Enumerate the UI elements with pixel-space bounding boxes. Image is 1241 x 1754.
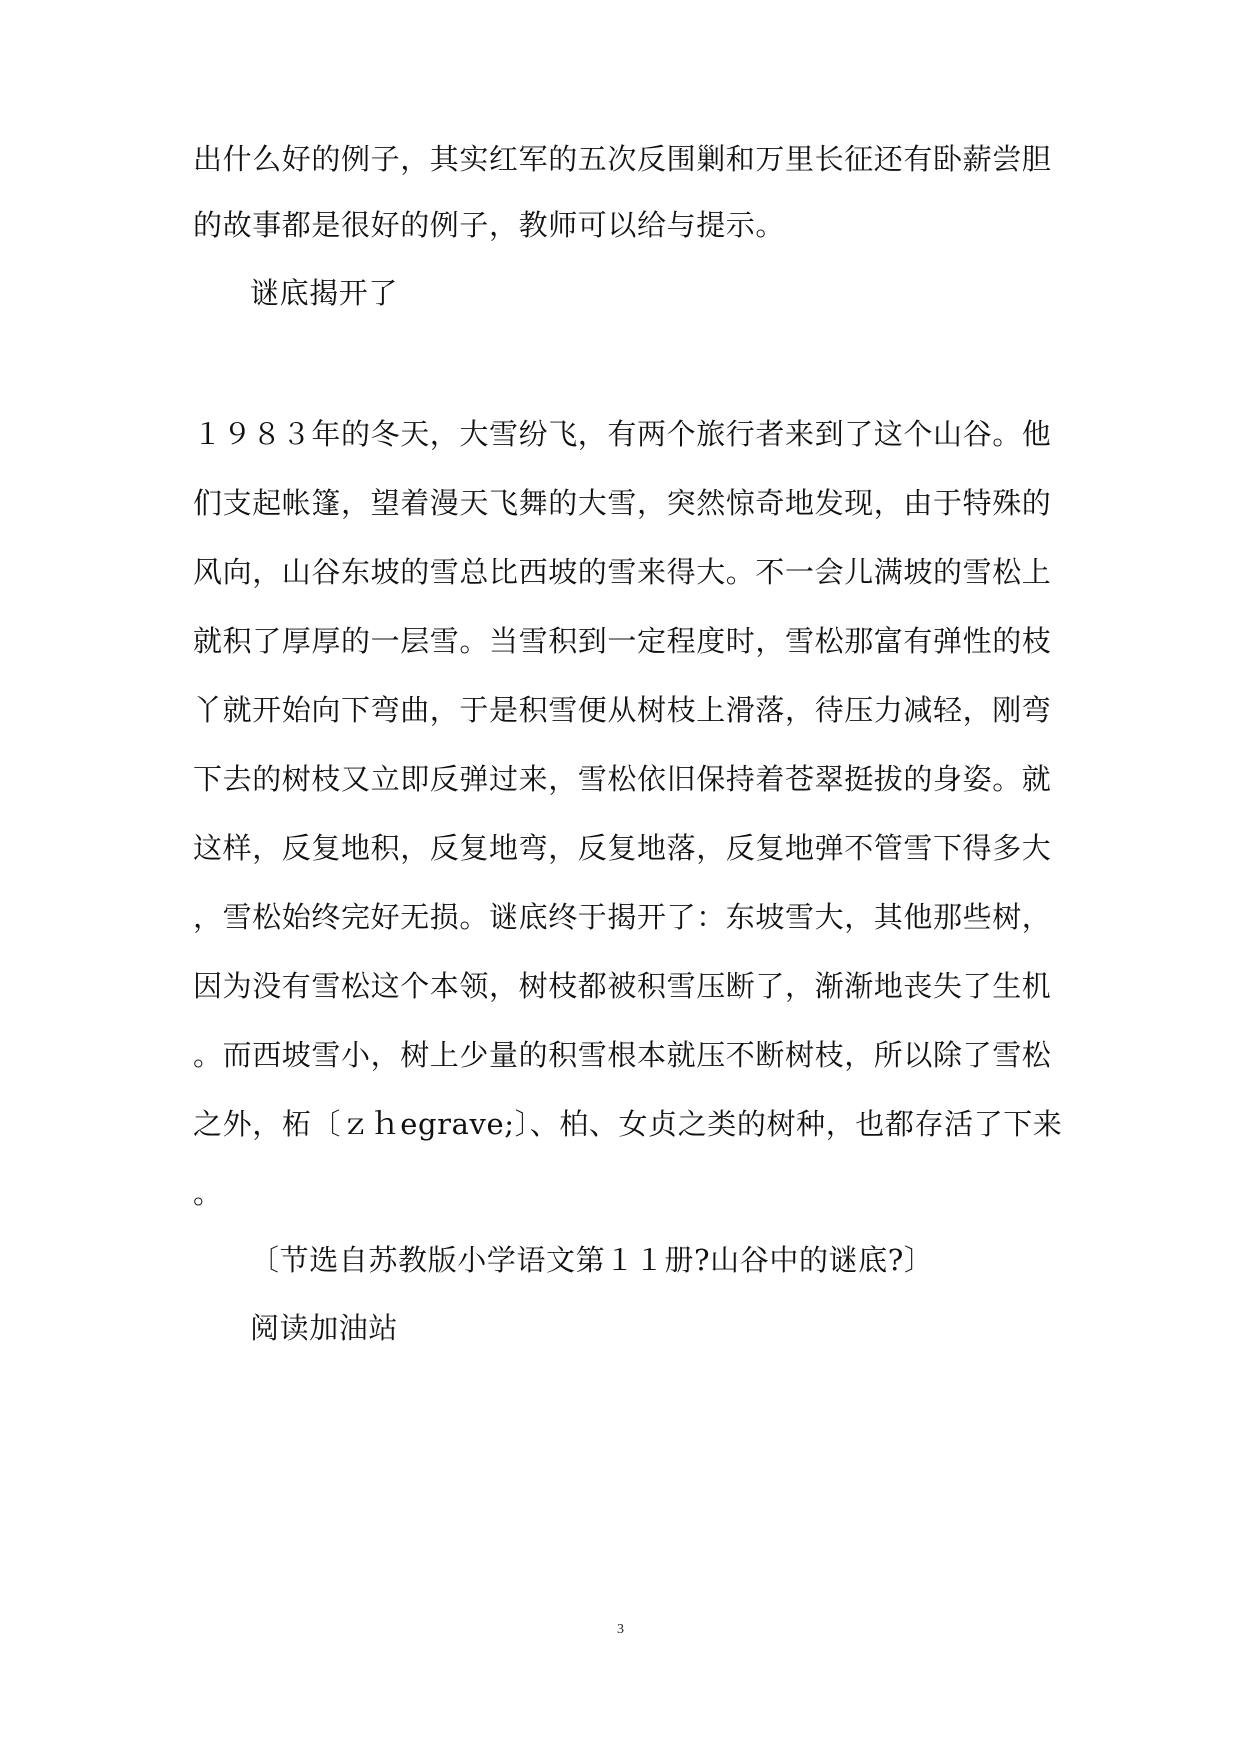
paragraph-2-line-6: 下去的树枝又立即反弹过来，雪松依旧保持着苍翠挺拔的身姿。就 (193, 762, 1052, 796)
paragraph-1-line-2: 的故事都是很好的例子，教师可以给与提示。 (193, 208, 786, 242)
paragraph-2-line-9: 因为没有雪松这个本领，树枝都被积雪压断了，渐渐地丧失了生机 (193, 969, 1052, 1003)
paragraph-2-line-10: 。而西坡雪小，树上少量的积雪根本就压不断树枝，所以除了雪松 (193, 1038, 1052, 1072)
paragraph-2-line-8: ，雪松始终完好无损。谜底终于揭开了：东坡雪大，其他那些树， (193, 900, 1052, 934)
paragraph-1-line-1: 出什么好的例子，其实红军的五次反围剿和万里长征还有卧薪尝胆 (193, 142, 1052, 176)
paragraph-2-line-3: 风向，山谷东坡的雪总比西坡的雪来得大。不一会儿满坡的雪松上 (193, 555, 1052, 589)
source-note: 〔节选自苏教版小学语文第１１册?山谷中的谜底?〕 (250, 1243, 934, 1277)
paragraph-2-line-4: 就积了厚厚的一层雪。当雪积到一定程度时，雪松那富有弹性的枝 (193, 624, 1052, 658)
page-number: 3 (617, 1622, 624, 1637)
section-heading-mystery-revealed: 谜底揭开了 (250, 276, 399, 310)
paragraph-2-line-1: １９８３年的冬天，大雪纷飞，有两个旅行者来到了这个山谷。他 (193, 417, 1052, 451)
paragraph-2-line-2: 们支起帐篷，望着漫天飞舞的大雪，突然惊奇地发现，由于特殊的 (193, 486, 1052, 520)
paragraph-2-line-5: 丫就开始向下弯曲，于是积雪便从树枝上滑落，待压力减轻，刚弯 (193, 693, 1052, 727)
paragraph-2-line-11: 之外，柘〔ｚｈegrave;〕、柏、女贞之类的树种，也都存活了下来 (193, 1107, 1063, 1141)
section-heading-reading-station: 阅读加油站 (250, 1311, 399, 1345)
paragraph-2-line-7: 这样，反复地积，反复地弯，反复地落，反复地弹不管雪下得多大 (193, 831, 1052, 865)
paragraph-2-line-12: 。 (193, 1176, 223, 1210)
